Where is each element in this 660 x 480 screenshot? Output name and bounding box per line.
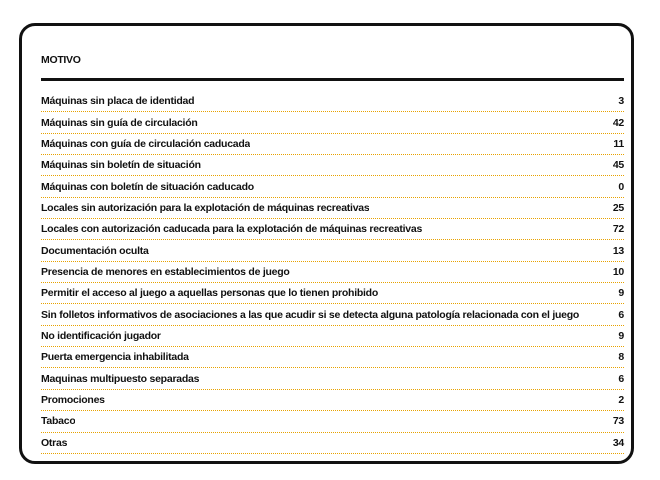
row-value: 6 [618, 308, 624, 321]
row-label: Máquinas con guía de circulación caducada [41, 137, 251, 150]
row-label: Máquinas sin placa de identidad [41, 95, 195, 108]
row-label: Documentación oculta [41, 244, 149, 257]
row-value: 8 [618, 351, 624, 364]
row-label: Presencia de menores en establecimientos de juego [41, 265, 290, 278]
table-row [41, 411, 624, 432]
row-value: 13 [612, 244, 624, 257]
table-row [41, 390, 624, 411]
row-label: Locales con autorización caducada para la explotación de máquinas recreativas [41, 223, 423, 236]
row-value: 42 [612, 116, 624, 129]
row-label: No identificación jugador [41, 329, 161, 342]
table-row [41, 240, 624, 261]
table-row [41, 134, 624, 155]
table-row [41, 433, 624, 454]
row-value: 11 [613, 137, 624, 150]
row-value: 6 [618, 372, 624, 385]
table-row [41, 326, 624, 347]
table-row [41, 262, 624, 283]
table-row [41, 368, 624, 389]
row-label: Puerta emergencia inhabilitada [41, 351, 189, 364]
row-label: Máquinas sin boletín de situación [41, 159, 201, 172]
row-value: 10 [612, 265, 624, 278]
table-body [41, 91, 624, 454]
table-card [19, 23, 634, 464]
table-row [41, 347, 624, 368]
table-row [41, 219, 624, 240]
row-value: 34 [612, 436, 624, 449]
table-row [41, 176, 624, 197]
table-row [41, 304, 624, 325]
row-label: Permitir el acceso al juego a aquellas personas que lo tienen prohibido [41, 287, 379, 300]
row-value: 72 [612, 223, 624, 236]
row-label: Maquinas multipuesto separadas [41, 372, 200, 385]
row-label: Máquinas con boletín de situación caducado [41, 180, 254, 193]
row-value: 73 [612, 415, 624, 428]
row-label: Máquinas sin guía de circulación [41, 116, 198, 129]
row-value: 45 [612, 159, 624, 172]
row-value: 2 [618, 393, 624, 406]
row-label: Otras [41, 436, 68, 449]
table-row [41, 155, 624, 176]
table-row [41, 283, 624, 304]
table-header-motivo: MOTIVO [41, 54, 81, 66]
header-rule [41, 78, 624, 81]
row-value: 25 [612, 201, 624, 214]
row-value: 9 [618, 329, 624, 342]
table-row [41, 112, 624, 133]
row-value: 0 [618, 180, 624, 193]
row-label: Promociones [41, 393, 105, 406]
row-label: Sin folletos informativos de asociaciones a las que acudir si se detecta alguna patología relacionada con el juego [41, 308, 580, 321]
row-value: 9 [618, 287, 624, 300]
row-value: 3 [618, 95, 624, 108]
table-row [41, 198, 624, 219]
row-label: Locales sin autorización para la explotación de máquinas recreativas [41, 201, 370, 214]
table-row [41, 91, 624, 112]
row-label: Tabaco [41, 415, 76, 428]
